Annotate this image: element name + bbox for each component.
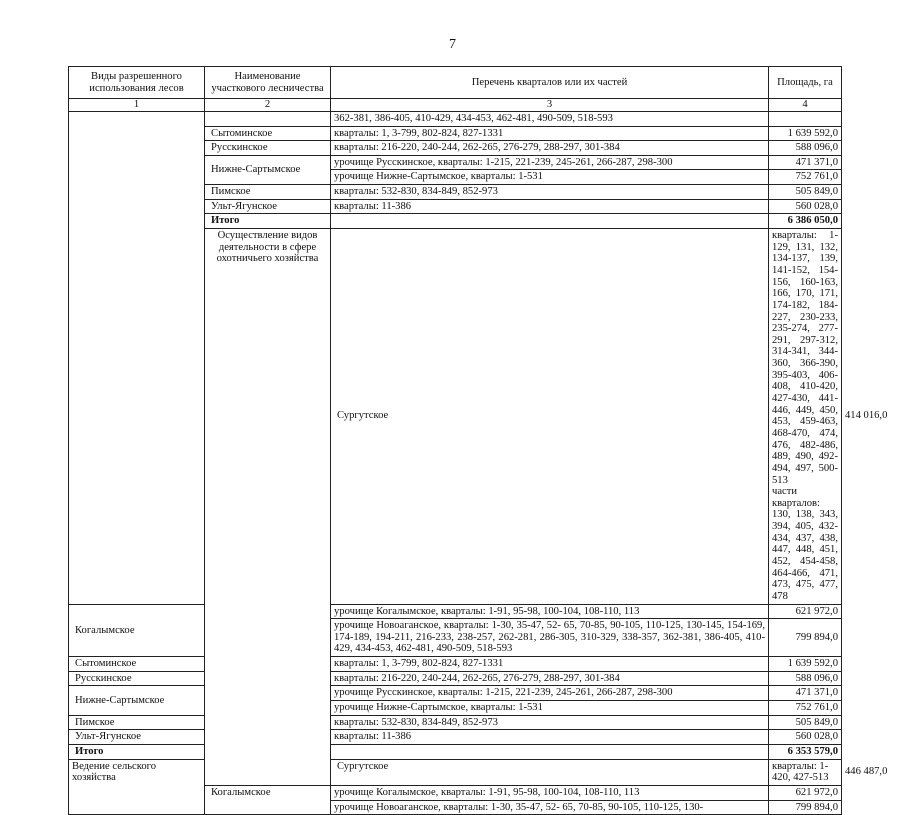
table-row bbox=[69, 671, 842, 686]
total-label: Итого bbox=[205, 214, 331, 229]
column-number: 4 bbox=[769, 99, 842, 112]
column-number: 2 bbox=[205, 99, 331, 112]
area-cell: 505 849,0 bbox=[769, 185, 842, 200]
area-cell: 621 972,0 bbox=[769, 785, 842, 800]
column-number: 1 bbox=[69, 99, 205, 112]
forestry-cell: Сургутское bbox=[331, 759, 769, 785]
quarters-cell: 362-381, 386-405, 410-429, 434-453, 462-481, 490-509, 518-593 bbox=[331, 111, 769, 126]
quarters-cell: урочище Когалымское, кварталы: 1-91, 95-98, 100-104, 108-110, 113 bbox=[331, 604, 769, 619]
forestry-cell: Когалымское bbox=[69, 604, 205, 657]
table-row bbox=[69, 730, 842, 745]
quarters-text: кварталы: 1-129, 131, 132, 134-137, 139, 141-152, 154-156, 160-163, 166, 170, 171, 174-182, 184-227, 230-233, 235-274, 277-291, 297-312, 314-341, 344-360, 366-390, 395-403, 406-408, 410-420, 427-430, 441-446, 449, 450, 453, 459-463, 468-470, 474, 476, 482-486, 489, 490, 492-494, 497, 500-513 bbox=[772, 230, 838, 486]
area-cell: 1 639 592,0 bbox=[769, 657, 842, 672]
table-row bbox=[69, 111, 842, 126]
forestry-cell: Пимское bbox=[69, 715, 205, 730]
quarters-cell: урочище Русскинское, кварталы: 1-215, 221-239, 245-261, 266-287, 298-300 bbox=[331, 686, 769, 701]
forestry-cell: Сытоминское bbox=[205, 126, 331, 141]
quarters-cell: кварталы: 1-420, 427-513 bbox=[769, 759, 842, 785]
quarters-cell: кварталы: 11-386 bbox=[331, 199, 769, 214]
total-area: 6 353 579,0 bbox=[769, 744, 842, 759]
forestry-cell: Сургутское bbox=[331, 229, 769, 605]
area-cell: 560 028,0 bbox=[769, 730, 842, 745]
area-cell: 621 972,0 bbox=[769, 604, 842, 619]
header-forestry: Наименование участкового лесничества bbox=[205, 67, 331, 99]
column-number-row bbox=[69, 99, 842, 112]
table-row: Осуществление видов деятельности в сфере охотничьего хозяйства Сургутское кварталы: 1-129, 131, 132, 134-137, 139, 141-152, 154-156, 160-163, 166, 170, 171, 174-182, 184-227, 230-233, 235-274, 277-291, 297-312, 314-341, 344-360, 366-390, 395-403, 406-408, 410-420, 427-430, 441-446, 449, 450, 453, 459-463, 468-470, 474, 476, 482-486, 489, 490, 492-494, 497, 500-513 части кварталов: 130, 138, 343, 394, 405, 432-434, 437, 438, 447, 448, 451, 452, 454-458, 464-466, 471, 473, 475, 477, 478 414 016,0 bbox=[69, 229, 842, 605]
table-row bbox=[69, 604, 842, 619]
forestry-cell: Ульт-Ягунское bbox=[205, 199, 331, 214]
quarters-parts-text: части кварталов: 130, 138, 343, 394, 405, 432-434, 437, 438, 447, 448, 451, 452, 454-458, 464-466, 471, 473, 475, 477, 478 bbox=[772, 486, 838, 602]
header-quarters: Перечень кварталов или их частей bbox=[331, 67, 769, 99]
quarters-cell: кварталы: 11-386 bbox=[331, 730, 769, 745]
quarters-cell: кварталы: 1, 3-799, 802-824, 827-1331 bbox=[331, 126, 769, 141]
quarters-cell: кварталы: 1, 3-799, 802-824, 827-1331 bbox=[331, 657, 769, 672]
quarters-cell: урочище Русскинское, кварталы: 1-215, 221-239, 245-261, 266-287, 298-300 bbox=[331, 155, 769, 170]
quarters-cell: кварталы: 532-830, 834-849, 852-973 bbox=[331, 715, 769, 730]
quarters-cell: кварталы: 216-220, 240-244, 262-265, 276-279, 288-297, 301-384 bbox=[331, 671, 769, 686]
quarters-cell: урочище Новоаганское, кварталы: 1-30, 35-47, 52- 65, 70-85, 90-105, 110-125, 130-145, 154-169, 174-189, 194-211, 216-233, 238-257, 262-281, 286-305, 310-329, 338-357, 362-381, 386-405, 410-429, 434-453, 462-481, 490-509, 518-593 bbox=[331, 619, 769, 657]
header-row bbox=[69, 67, 842, 99]
forestry-cell: Русскинское bbox=[205, 141, 331, 156]
area-cell: 752 761,0 bbox=[769, 701, 842, 716]
area-cell: 471 371,0 bbox=[769, 155, 842, 170]
quarters-cell: кварталы: 532-830, 834-849, 852-973 bbox=[331, 185, 769, 200]
forest-use-table bbox=[68, 66, 888, 815]
forestry-cell bbox=[205, 111, 331, 126]
total-label: Итого bbox=[69, 744, 205, 759]
forestry-cell: Когалымское bbox=[205, 785, 331, 814]
page-number: 7 bbox=[449, 37, 456, 52]
forestry-cell: Пимское bbox=[205, 185, 331, 200]
use-type-cell: Ведение сельского хозяйства bbox=[69, 759, 205, 815]
quarters-cell: урочище Когалымское, кварталы: 1-91, 95-98, 100-104, 108-110, 113 bbox=[331, 785, 769, 800]
header-use-type: Виды разрешенного использования лесов bbox=[69, 67, 205, 99]
area-cell: 471 371,0 bbox=[769, 686, 842, 701]
total-row bbox=[69, 744, 842, 759]
area-cell: 799 894,0 bbox=[769, 800, 842, 815]
quarters-cell bbox=[331, 214, 769, 229]
quarters-cell: урочище Новоаганское, кварталы: 1-30, 35-47, 52- 65, 70-85, 90-105, 110-125, 130- bbox=[331, 800, 769, 815]
quarters-cell bbox=[331, 744, 769, 759]
quarters-cell: кварталы: 216-220, 240-244, 262-265, 276-279, 288-297, 301-384 bbox=[331, 141, 769, 156]
area-cell: 752 761,0 bbox=[769, 170, 842, 185]
quarters-cell: урочище Нижне-Сартымское, кварталы: 1-531 bbox=[331, 170, 769, 185]
area-cell: 560 028,0 bbox=[769, 199, 842, 214]
forestry-cell: Нижне-Сартымское bbox=[205, 155, 331, 184]
forestry-cell: Сытоминское bbox=[69, 657, 205, 672]
quarters-cell: урочище Нижне-Сартымское, кварталы: 1-531 bbox=[331, 701, 769, 716]
area-cell: 588 096,0 bbox=[769, 671, 842, 686]
area-cell: 505 849,0 bbox=[769, 715, 842, 730]
forestry-cell: Ульт-Ягунское bbox=[69, 730, 205, 745]
quarters-cell bbox=[769, 229, 842, 605]
total-area: 6 386 050,0 bbox=[769, 214, 842, 229]
use-type-cell bbox=[69, 111, 205, 604]
area-cell bbox=[769, 111, 842, 126]
table-row bbox=[69, 715, 842, 730]
header-area: Площадь, га bbox=[769, 67, 842, 99]
table-row bbox=[69, 686, 842, 701]
column-number: 3 bbox=[331, 99, 769, 112]
area-cell: 799 894,0 bbox=[769, 619, 842, 657]
forestry-cell: Нижне-Сартымское bbox=[69, 686, 205, 715]
forestry-cell: Русскинское bbox=[69, 671, 205, 686]
use-type-cell: Осуществление видов деятельности в сфере охотничьего хозяйства bbox=[205, 229, 331, 786]
table-row bbox=[69, 657, 842, 672]
area-cell: 1 639 592,0 bbox=[769, 126, 842, 141]
area-cell: 588 096,0 bbox=[769, 141, 842, 156]
table-row: Ведение сельского хозяйства Сургутское кварталы: 1-420, 427-513 446 487,0 bbox=[69, 759, 842, 785]
